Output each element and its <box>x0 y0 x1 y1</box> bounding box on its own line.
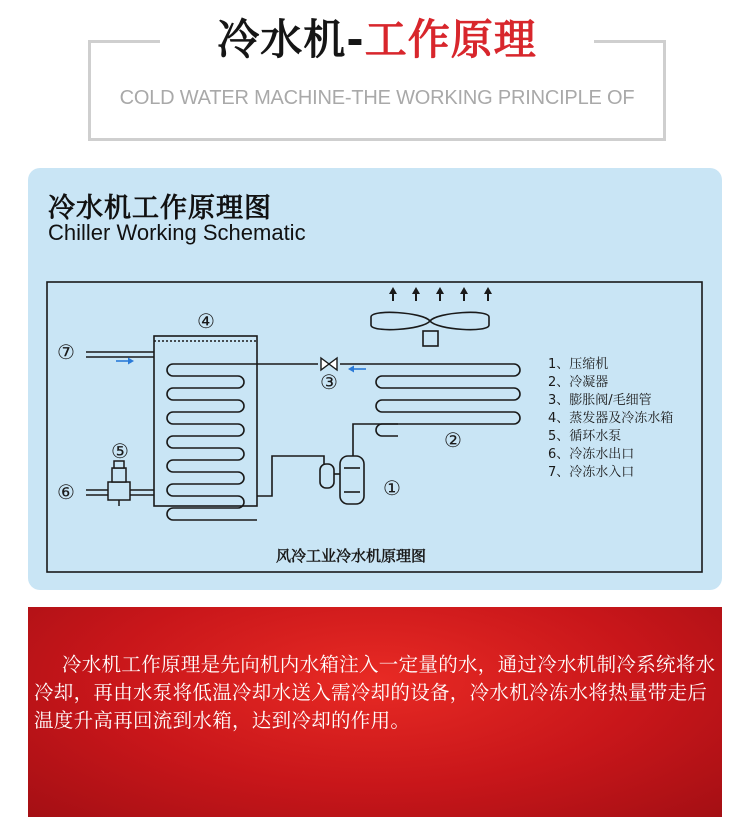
legend-item-3: 3、膨胀阀/毛细管 <box>548 393 652 408</box>
header-frame-top-right <box>594 40 666 43</box>
marker-5: ⑤ <box>111 439 129 463</box>
schematic-frame <box>47 282 702 572</box>
marker-4: ④ <box>197 309 215 333</box>
legend-item-7: 7、冷冻水入口 <box>548 465 635 480</box>
exhaust-arrow-2 <box>412 287 420 301</box>
exhaust-arrow-1 <box>389 287 397 301</box>
evaporator-coil <box>167 364 257 520</box>
flow-arrow-inlet <box>128 358 134 365</box>
description-panel <box>28 607 722 817</box>
compressor <box>320 456 364 504</box>
expansion-valve <box>321 358 337 370</box>
schematic-title-cn: 冷水机工作原理图 <box>48 193 272 224</box>
marker-6: ⑥ <box>57 480 75 504</box>
schematic-title-en: Chiller Working Schematic <box>48 220 306 245</box>
page-title <box>160 12 594 68</box>
flow-arrow-condenser <box>348 366 354 373</box>
legend-item-5: 5、循环水泵 <box>548 429 622 444</box>
suction-line <box>257 456 324 496</box>
description-text: 冷水机工作原理是先向机内水箱注入一定量的水，通过冷水机制冷系统将水冷却，再由水泵将低温冷却水送入需冷却的设备，冷水机冷冻水将热量带走后温度升高再回流到水箱，达到冷却的作用。 <box>34 653 716 732</box>
schematic-caption: 风冷工业冷水机原理图 <box>275 547 427 565</box>
water-pump <box>108 461 130 506</box>
chiller-schematic <box>28 168 722 590</box>
legend-item-1: 1、压缩机 <box>548 357 609 372</box>
condenser-coil <box>376 364 520 436</box>
exhaust-arrow-4 <box>460 287 468 301</box>
fan-motor <box>423 331 438 346</box>
page-title-red: 工作原理 <box>364 15 537 64</box>
exhaust-arrows <box>389 287 492 301</box>
page-subtitle: COLD WATER MACHINE-THE WORKING PRINCIPLE OF <box>119 87 635 109</box>
fan-blade-left <box>371 312 430 329</box>
marker-7: ⑦ <box>57 340 75 364</box>
fan-blade-right <box>430 312 489 329</box>
legend <box>548 356 673 480</box>
marker-2: ② <box>444 428 462 452</box>
schematic-panel <box>28 168 722 590</box>
header-frame-top-left <box>88 40 160 43</box>
exhaust-arrow-5 <box>484 287 492 301</box>
legend-item-4: 4、蒸发器及冷冻水箱 <box>548 411 674 426</box>
marker-1: ① <box>383 476 401 500</box>
legend-item-2: 2、冷凝器 <box>548 375 609 390</box>
exhaust-arrow-3 <box>436 287 444 301</box>
water-tank <box>154 336 257 506</box>
marker-3: ③ <box>320 370 338 394</box>
page-title-black: 冷水机- <box>217 15 365 64</box>
legend-item-6: 6、冷冻水出口 <box>548 447 635 462</box>
